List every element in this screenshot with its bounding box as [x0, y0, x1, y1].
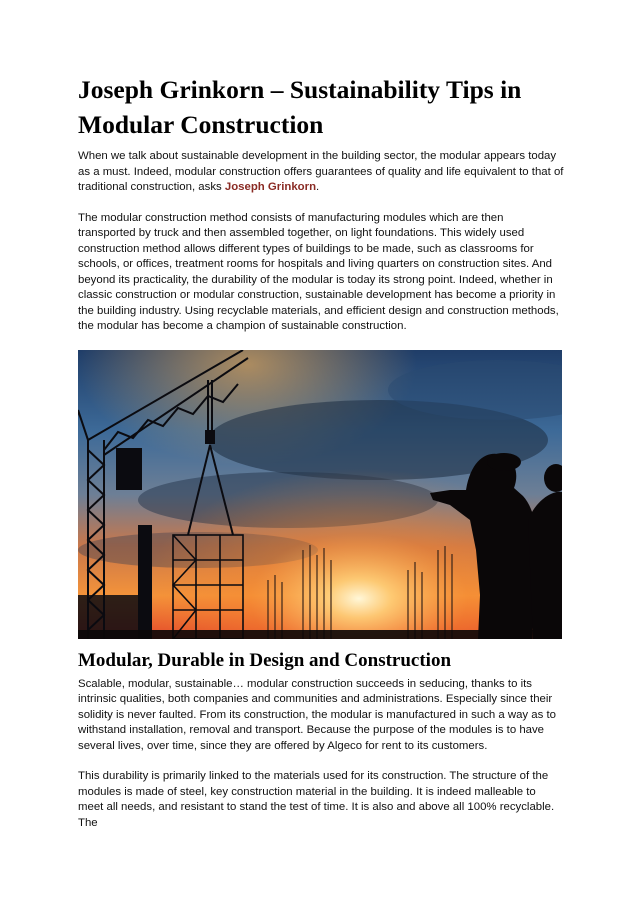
intro-text-end: . [316, 181, 320, 193]
scalable-paragraph: Scalable, modular, sustainable… modular construction succeeds in seducing, thanks to its intrinsic qualities, both companies and communities and administrations. Especially since their solidity is never faulted. From its construction, the modular is manufactured in such a way as to withstand installation, removal and transport. Because the purpose of the modules is to have several lives, over time, since they are offered by Algeco for rent to its customers. [78, 677, 556, 752]
author-link[interactable]: Joseph Grinkorn [224, 181, 317, 193]
intro-text: When we talk about sustainable development in the building sector, the modular appears today as a must. Indeed, modular construction offers guarantees of quality and life equivalent to that of traditional construction, asks [78, 150, 564, 193]
section-heading: Modular, Durable in Design and Construction [78, 649, 452, 671]
method-paragraph: The modular construction method consists of manufacturing modules which are then transported by truck and then assembled together, on light foundations. This widely used construction method allows different types of buildings to be made, such as classrooms for schools, or offices, treatment rooms for hospitals and living quarters on construction sites. And beyond its practicality, the durability of the modular is today its strong point. Indeed, whether in classic construction or modular construction, sustainable development has become a priority in the building industry. Using recyclable materials, and efficient design and construction methods, the modular has become a champion of sustainable construction. [78, 211, 559, 332]
article-body [78, 72, 564, 846]
page-title: Joseph Grinkorn – Sustainability Tips in Modular Construction [78, 75, 522, 139]
intro-paragraph [78, 149, 564, 196]
hero-image [78, 350, 562, 639]
durability-paragraph: This durability is primarily linked to the materials used for its construction. The structure of the modules is made of steel, key construction material in the building. It is indeed malleable to meet all needs, and resistant to stand the test of time. It is also and above all 100% recyclable. The [78, 770, 555, 829]
